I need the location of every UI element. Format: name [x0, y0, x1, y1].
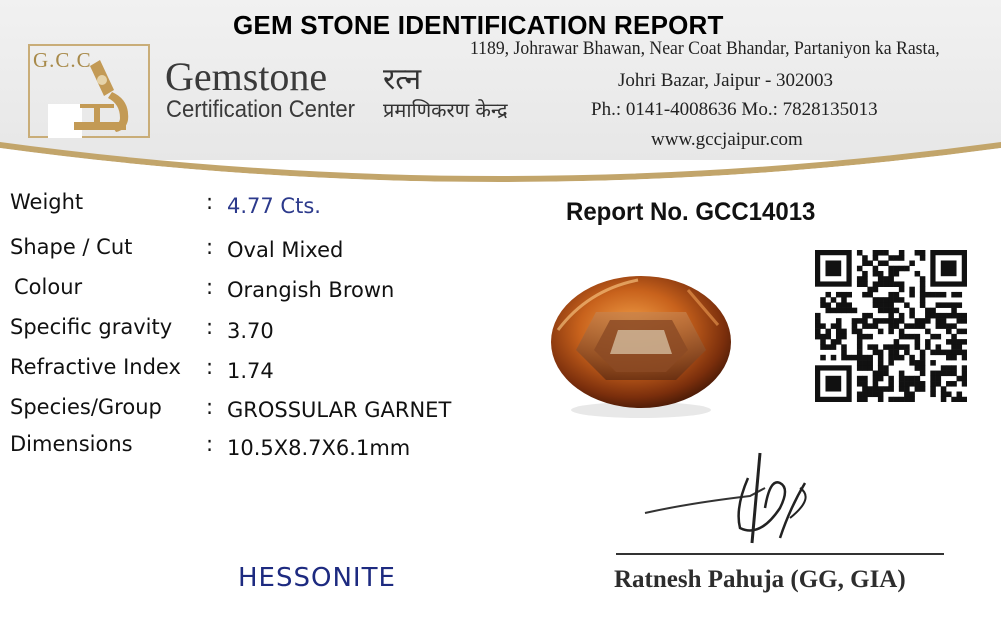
address-line1: 1189, Johrawar Bhawan, Near Coat Bhandar, Partaniyon ka Rasta,: [470, 38, 940, 59]
gemstone-image: [548, 270, 734, 420]
field-value: Orangish Brown: [227, 278, 395, 302]
field-label: Weight: [10, 190, 84, 214]
field-colon: :: [206, 275, 214, 299]
field-colon: :: [206, 395, 214, 419]
field-label: Specific gravity: [10, 315, 173, 339]
signer-name: Ratnesh Pahuja (GG, GIA): [614, 566, 906, 593]
logo-text: G.C.C: [33, 48, 92, 72]
field-colon: :: [206, 315, 214, 339]
qr-code-icon[interactable]: [815, 250, 967, 402]
gem-variety: HESSONITE: [238, 563, 396, 593]
field-label: Refractive Index: [10, 355, 181, 379]
field-colon: :: [206, 190, 214, 214]
field-label: Shape / Cut: [10, 235, 133, 259]
hindi-brand-line1: रत्न: [383, 62, 422, 97]
field-value: 4.77 Cts.: [227, 194, 321, 218]
phone-line: Ph.: 0141-4008636 Mo.: 7828135013: [591, 99, 878, 120]
brand-name: Gemstone: [165, 54, 328, 99]
signature-line: [616, 553, 944, 555]
field-value: 1.74: [227, 359, 274, 383]
signature-image: [640, 448, 840, 548]
field-colon: :: [206, 355, 214, 379]
field-value: 10.5X8.7X6.1mm: [227, 436, 411, 460]
field-value: 3.70: [227, 319, 274, 343]
field-label: Colour: [14, 275, 83, 299]
website-link[interactable]: www.gccjaipur.com: [651, 129, 803, 150]
field-colon: :: [206, 235, 214, 259]
field-colon: :: [206, 432, 214, 456]
hindi-brand-line2: प्रमाणिकरण केन्द्र: [383, 98, 508, 122]
field-value: Oval Mixed: [227, 238, 344, 262]
field-value: GROSSULAR GARNET: [227, 398, 452, 422]
brand-subtitle: Certification Center: [166, 96, 355, 123]
report-title: GEM STONE IDENTIFICATION REPORT: [233, 10, 724, 40]
report-number: Report No. GCC14013: [566, 198, 816, 226]
field-label: Species/Group: [10, 395, 162, 419]
address-line2: Johri Bazar, Jaipur - 302003: [618, 70, 834, 91]
field-label: Dimensions: [10, 432, 133, 456]
